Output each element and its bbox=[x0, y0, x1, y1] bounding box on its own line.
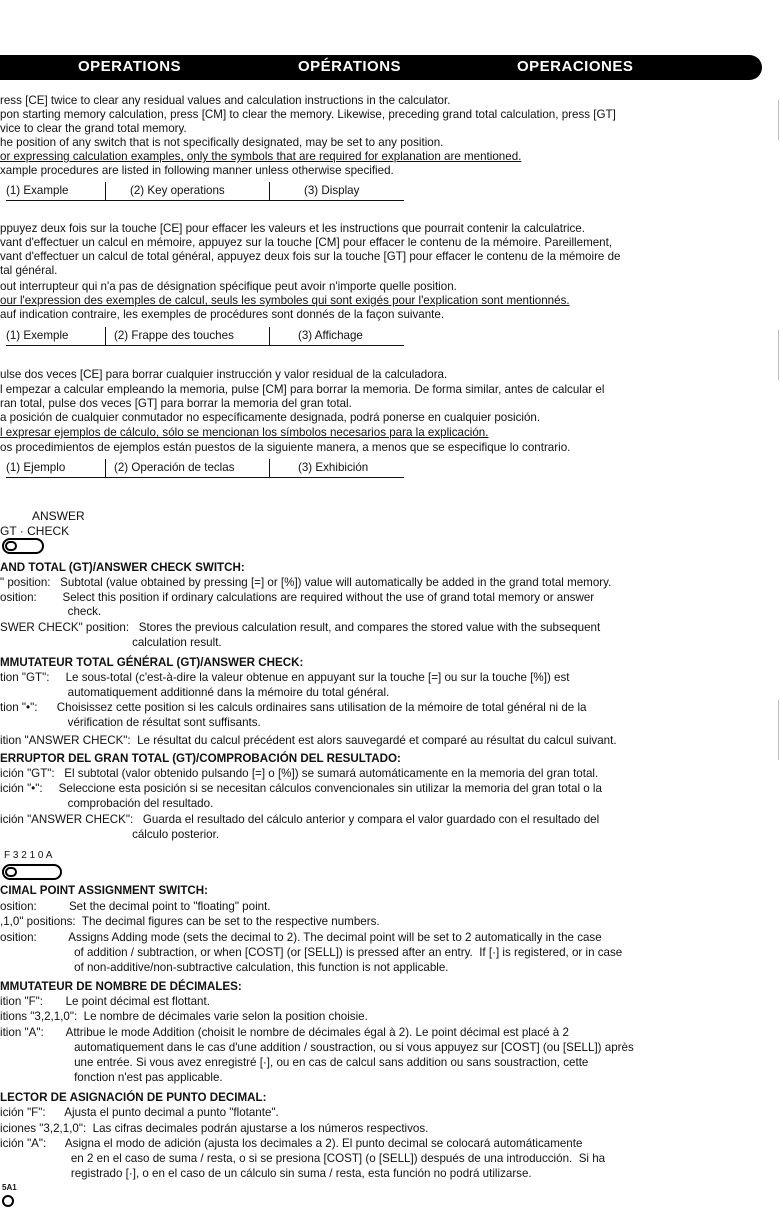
dec-en-title: CIMAL POINT ASSIGNMENT SWITCH: bbox=[0, 884, 209, 897]
intro-es-line: ran total, pulse dos veces [GT] para borrar la memoria del gran total. bbox=[0, 397, 352, 410]
intro-en-line: xample procedures are listed in following manner unless otherwise specified. bbox=[0, 164, 394, 177]
banner-fr: OPÉRATIONS bbox=[298, 58, 402, 75]
dec-en-line: ,1,0" positions: The decimal figures can be set to the respective numbers. bbox=[0, 915, 380, 928]
dec-es-line: en 2 en el caso de suma / resta, o si se presiona [COST] (o [SELL]) después de una introducción. Si ha bbox=[0, 1152, 606, 1165]
col-divider bbox=[269, 459, 270, 477]
decimal-switch-icon bbox=[2, 864, 62, 880]
intro-fr-line: tal général. bbox=[0, 264, 58, 277]
col-display: (3) Affichage bbox=[298, 329, 363, 342]
dec-fr-line: automatiquement dans le cas d'une addition / soustraction, ou si vous appuyez sur [COST] (ou [SELL]) après bbox=[0, 1041, 634, 1054]
dec-en-line: of non-additive/non-subtractive calculation, this function is not applicable. bbox=[0, 961, 449, 974]
gt-fr-line: tion "•": Choisissez cette position si les calculs ordinaires sans utilisation de la mémoire de total général ni de la bbox=[0, 701, 587, 714]
switch-gt-check-label: GT · CHECK bbox=[0, 524, 70, 538]
dec-fr-line: ition "A": Attribue le mode Addition (choisit le nombre de décimales égal à 2). Le point décimal est placé à 2 bbox=[0, 1026, 569, 1039]
gt-fr-line: ition "ANSWER CHECK": Le résultat du calcul précédent est alors sauvegardé et comparé au résultat du calcul suivant. bbox=[0, 734, 617, 747]
dec-fr-line: une entrée. Si vous avez enregistré [·], ou en cas de calcul sans addition ou sans soustraction, cette bbox=[0, 1056, 589, 1069]
dec-fr-line: fonction n'est pas applicable. bbox=[0, 1071, 223, 1084]
intro-en-line: ress [CE] twice to clear any residual values and calculation instructions in the calculator. bbox=[0, 94, 451, 107]
gt-en-line: osition: Select this position if ordinary calculations are required without the use of grand total memory or answer bbox=[0, 591, 595, 604]
scan-edge bbox=[778, 330, 779, 380]
col-divider bbox=[105, 327, 106, 345]
gt-es-line: ición "•": Seleccione esta posición si se necesitan cálculos convencionales sin utilizar la memoria del gran total o la bbox=[0, 782, 602, 795]
gt-fr-title: MMUTATEUR TOTAL GÉNÉRAL (GT)/ANSWER CHECK: bbox=[0, 656, 304, 669]
dec-fr-line: itions "3,2,1,0": Le nombre de décimales varie selon la position choisie. bbox=[0, 1010, 368, 1023]
col-example: (1) Exemple bbox=[6, 329, 69, 342]
intro-es-line: l expresar ejemplos de cálculo, sólo se mencionan los símbolos necesarios para la explicación. bbox=[0, 426, 489, 439]
column-header-fr bbox=[6, 329, 404, 346]
dec-en-line: of addition / subtraction, or when [COST] (or [SELL]) is pressed after an entry. If [·] is registered, or in case bbox=[0, 946, 623, 959]
dec-fr-title: MMUTATEUR DE NOMBRE DE DÉCIMALES: bbox=[0, 980, 242, 993]
column-header-en bbox=[6, 184, 404, 201]
col-divider bbox=[105, 459, 106, 477]
intro-fr-line: ppuyez deux fois sur la touche [CE] pour effacer les valeurs et les instructions que pourrait contenir la calculatrice. bbox=[0, 222, 585, 235]
col-key-ops: (2) Frappe des touches bbox=[114, 329, 234, 342]
intro-es-line: l empezar a calcular empleando la memoria, pulse [CM] para borrar la memoria. De forma similar, antes de calcular el bbox=[0, 383, 605, 396]
intro-en-line: he position of any switch that is not specifically designated, may be set to any position. bbox=[0, 136, 444, 149]
col-divider bbox=[269, 327, 270, 345]
intro-fr-line: auf indication contraire, les exemples de procédures sont donnés de la façon suivante. bbox=[0, 308, 445, 321]
gt-fr-line: tion "GT": Le sous-total (c'est-à-dire la valeur obtenue en appuyant sur la touche [=] ou sur la touche [%]) est bbox=[0, 671, 570, 684]
col-example: (1) Example bbox=[6, 184, 69, 197]
gt-fr-line: vérification de résultat sont suffisants. bbox=[0, 716, 261, 729]
col-divider bbox=[105, 182, 106, 200]
intro-fr-line: our l'expression des exemples de calcul, seuls les symboles qui sont exigés pour l'explication sont mentionnés. bbox=[0, 294, 570, 307]
gt-es-title: ERRUPTOR DEL GRAN TOTAL (GT)/COMPROBACIÓN DEL RESULTADO: bbox=[0, 752, 401, 765]
col-key-ops: (2) Key operations bbox=[130, 184, 225, 197]
gt-es-line: cálculo posterior. bbox=[0, 828, 220, 841]
intro-en-line: vice to clear the grand total memory. bbox=[0, 122, 187, 135]
intro-fr-line: out interrupteur qui n'a pas de désignation spécifique peut avoir n'importe quelle position. bbox=[0, 280, 457, 293]
gt-en-line: " position: Subtotal (value obtained by pressing [=] or [%]) value will automatically be added in the grand total memory. bbox=[0, 576, 612, 589]
intro-fr-line: vant d'effectuer un calcul en mémoire, appuyez sur la touche [CM] pour effacer le contenu de la mémoire. Pareillement, bbox=[0, 236, 613, 249]
col-divider bbox=[269, 182, 270, 200]
dec-en-line: osition: Set the decimal point to "floating" point. bbox=[0, 900, 271, 913]
page-switch-icon bbox=[2, 1195, 14, 1207]
col-key-ops: (2) Operación de teclas bbox=[114, 461, 235, 474]
decimal-switch-label: F 3 2 1 0 A bbox=[4, 850, 53, 861]
scan-edge bbox=[778, 100, 779, 140]
intro-en-line: or expressing calculation examples, only the symbols that are required for explanation are mentioned. bbox=[0, 150, 522, 163]
scan-edge bbox=[778, 700, 779, 760]
intro-en-line: pon starting memory calculation, press [CM] to clear the memory. Likewise, preceding grand total calculation, press [GT] bbox=[0, 108, 616, 121]
section-banner bbox=[0, 55, 762, 80]
gt-en-line: check. bbox=[0, 605, 102, 618]
gt-switch-icon bbox=[2, 538, 44, 554]
intro-es-line: a posición de cualquier conmutador no específicamente designada, podrá ponerse en cualquier posición. bbox=[0, 411, 541, 424]
dec-es-title: LECTOR DE ASIGNACIÓN DE PUNTO DECIMAL: bbox=[0, 1091, 267, 1104]
col-display: (3) Exhibición bbox=[298, 461, 369, 474]
col-example: (1) Ejemplo bbox=[6, 461, 66, 474]
gt-fr-line: automatiquement additionné dans la mémoire du total général. bbox=[0, 686, 390, 699]
dec-es-line: ición "F": Ajusta el punto decimal a punto "flotante". bbox=[0, 1106, 279, 1119]
dec-es-line: ición "A": Asigna el modo de adición (ajusta los decimales a 2). El punto decimal se colocará automáticamente bbox=[0, 1137, 583, 1150]
gt-es-line: ición "GT": El subtotal (valor obtenido pulsando [=] o [%]) se sumará automáticamente en la memoria del gran total. bbox=[0, 767, 599, 780]
gt-en-line: SWER CHECK" position: Stores the previous calculation result, and compares the stored value with the subsequent bbox=[0, 621, 601, 634]
dec-fr-line: ition "F": Le point décimal est flottant. bbox=[0, 995, 210, 1008]
column-header-es bbox=[6, 461, 404, 478]
banner-es: OPERACIONES bbox=[517, 58, 634, 75]
banner-en: OPERATIONS bbox=[78, 58, 182, 75]
gt-es-line: comprobación del resultado. bbox=[0, 797, 214, 810]
switch-answer-label: ANSWER bbox=[32, 509, 85, 523]
col-display: (3) Display bbox=[304, 184, 360, 197]
gt-en-title: AND TOTAL (GT)/ANSWER CHECK SWITCH: bbox=[0, 561, 245, 574]
intro-es-line: os procedimientos de ejemplos están puestos de la siguiente manera, a menos que se especifique lo contrario. bbox=[0, 441, 571, 454]
gt-en-line: calculation result. bbox=[0, 636, 222, 649]
dec-es-line: registrado [·], o en el caso de un cálculo sin suma / resta, esta función no podrá utilizarse. bbox=[0, 1167, 532, 1180]
page-number: 5A1 bbox=[2, 1183, 17, 1192]
intro-fr-line: vant d'effectuer un calcul de total général, appuyez deux fois sur la touche [GT] pour effacer le contenu de la mémoire de bbox=[0, 250, 621, 263]
intro-es-line: ulse dos veces [CE] para borrar cualquier instrucción y valor residual de la calculadora. bbox=[0, 368, 448, 381]
gt-es-line: ición "ANSWER CHECK": Guarda el resultado del cálculo anterior y compara el valor guardado con el resultado del bbox=[0, 813, 600, 826]
dec-en-line: osition: Assigns Adding mode (sets the decimal to 2). The decimal point will be set to 2 automatically in the case bbox=[0, 931, 602, 944]
dec-es-line: iciones "3,2,1,0": Las cifras decimales podrán ajustarse a los números respectivos. bbox=[0, 1122, 429, 1135]
